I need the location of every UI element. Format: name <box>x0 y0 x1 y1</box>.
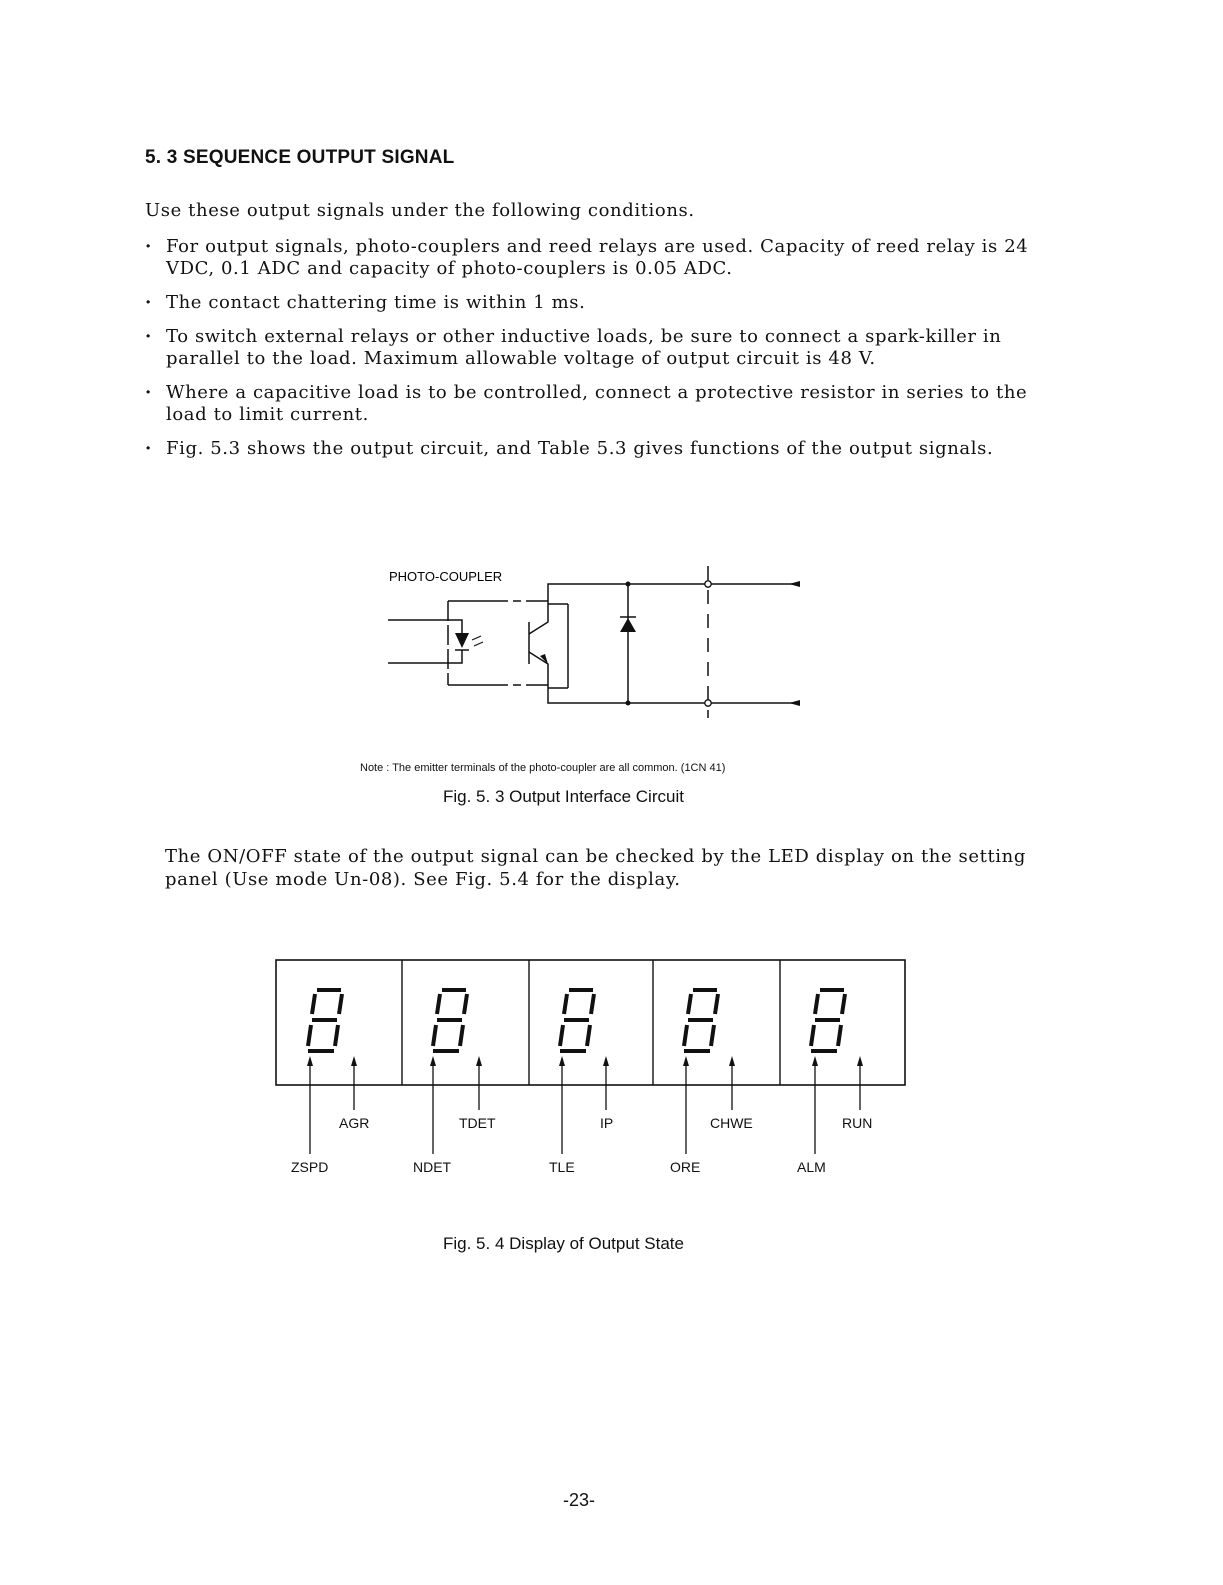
list-item: · Where a capacitive load is to be controlled, connect a protective resistor in series to the load to limit current. <box>145 382 1045 426</box>
label-alm: ALM <box>797 1159 826 1175</box>
intro-text: Use these output signals under the following conditions. <box>145 200 695 221</box>
figure-caption-5-4: Fig. 5. 4 Display of Output State <box>443 1234 684 1253</box>
label-zspd: ZSPD <box>291 1159 329 1175</box>
figure-caption-5-3: Fig. 5. 3 Output Interface Circuit <box>443 787 684 806</box>
label-ore: ORE <box>670 1159 701 1175</box>
label-run: RUN <box>842 1115 873 1131</box>
list-item: · The contact chattering time is within 1 ms. <box>145 292 1045 314</box>
figure-note: Note : The emitter terminals of the photo-coupler are all common. (1CN 41) <box>360 762 726 774</box>
list-item: · For output signals, photo-couplers and reed relays are used. Capacity of reed relay is 24 VDC, 0.1 ADC and capacity of photo-couplers is 0.05 ADC. <box>145 236 1045 280</box>
display-paragraph: The ON/OFF state of the output signal can be checked by the LED display on the setting panel (Use mode Un-08). See Fig. 5.4 for the display. <box>165 846 1026 890</box>
list-item: · To switch external relays or other inductive loads, be sure to connect a spark-killer in parallel to the load. Maximum allowable voltage of output circuit is 48 V. <box>145 326 1045 370</box>
label-chwe: CHWE <box>710 1115 753 1131</box>
page-number: -23- <box>563 1490 596 1510</box>
label-agr: AGR <box>339 1115 370 1131</box>
label-tdet: TDET <box>459 1115 496 1131</box>
label-ndet: NDET <box>413 1159 452 1175</box>
label-ip: IP <box>600 1115 614 1131</box>
label-tle: TLE <box>549 1159 575 1175</box>
photocoupler-label: PHOTO-COUPLER <box>389 569 503 584</box>
section-heading: 5. 3 SEQUENCE OUTPUT SIGNAL <box>145 147 455 168</box>
list-item: · Fig. 5.3 shows the output circuit, and Table 5.3 gives functions of the output signals. <box>145 438 1045 460</box>
